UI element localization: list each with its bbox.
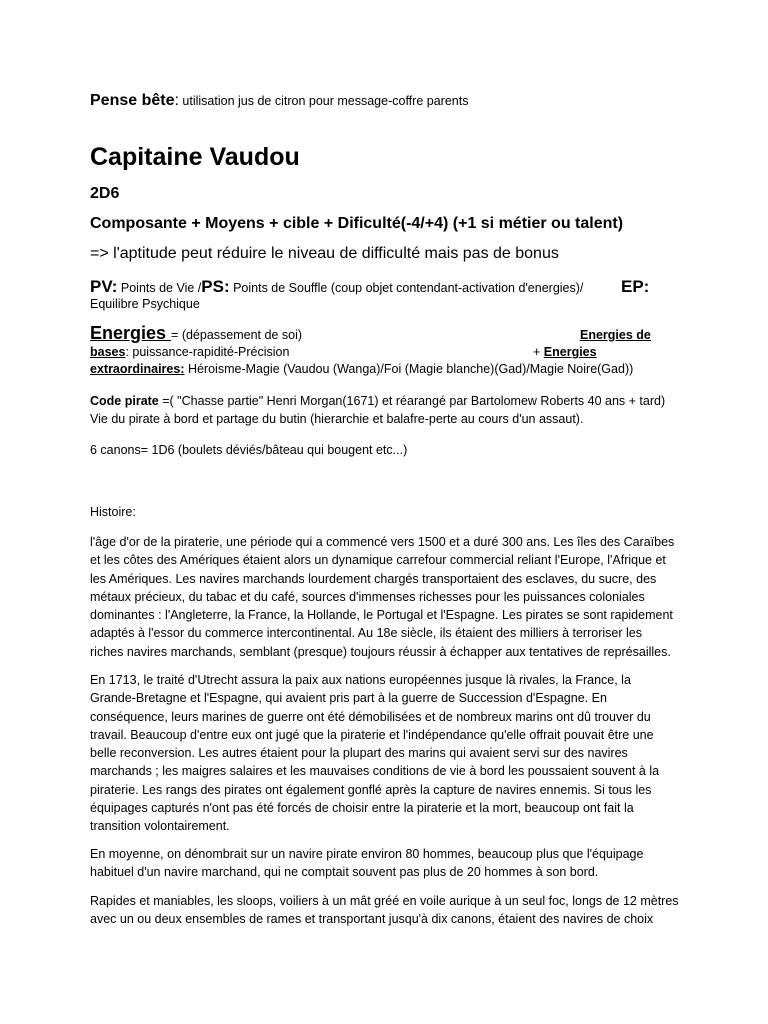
energies-extra-text: Héroisme-Magie (Vaudou (Wanga)/Foi (Magie blanche)(Gad)/Magie Noire(Gad)) [184, 362, 634, 376]
energies-extra-label: extraordinaires: [90, 362, 185, 376]
energies-text: = (dépassement de soi) [171, 328, 303, 342]
document-title: Capitaine Vaudou [90, 143, 300, 171]
paragraph-4 [90, 892, 682, 929]
ep-label: EP: [621, 277, 650, 296]
ep-text: Equilibre Psychique [90, 297, 200, 311]
memo-text: utilisation jus de citron pour message-coffre parents [178, 94, 469, 108]
ps-text: Points de Souffle (coup objet contendant-activation d'energies)/ [229, 281, 584, 295]
ps-label: PS: [201, 277, 230, 296]
paragraph-line: transition volontairement. [90, 819, 230, 834]
memo-line [90, 92, 468, 110]
energies-extra-plus: + [533, 345, 544, 359]
code-label: Code pirate [90, 394, 159, 408]
paragraph-line: belle reconversion. Les autres étaient pour la plupart des marins qui avaient servi sur des navires [90, 746, 628, 761]
paragraph-line: piraterie. Les rangs des pirates ont également gonflé après la capture de navires ennemis. Si tous les [90, 782, 652, 797]
formula-line: Composante + Moyens + cible + Dificulté(-4/+4) (+1 si métier ou talent) [90, 215, 624, 232]
paragraph-line: En 1713, le traité d'Utrecht assura la paix aux nations européennes jusque là rivales, la France, la [90, 673, 631, 687]
energies-extra-heading [533, 345, 597, 359]
energies-base-heading: Energies de [580, 328, 651, 342]
paragraph-3 [90, 845, 682, 882]
paragraph-line: équipages capturés n'ont pas été forcés de choisir entre la piraterie et la mort, beaucoup ont fait la [90, 801, 634, 816]
paragraph-line: et les côtes des Amériques étaient alors un dynamique carrefour commercial reliant l'Europe, l'Afrique et [90, 553, 666, 568]
energies-base-label: bases [90, 345, 126, 359]
paragraph-line: adaptés à l'essor du commerce intercontinental. Au 18e siècle, ils étaient des milliers à terroriser les [90, 626, 642, 641]
paragraph-line: habituel d'un navire marchand, qui ne comptait souvent pas plus de 20 hommes à son bord. [90, 865, 599, 880]
memo-colon: : [174, 92, 179, 109]
memo-label: Pense bête [90, 92, 175, 109]
paragraph-line: l'âge d'or de la piraterie, une période qui a commencé vers 1500 et a duré 300 ans. Les îles des Caraïbes [90, 535, 675, 549]
pv-text: Points de Vie / [117, 281, 202, 295]
paragraph-line: travail. Beaucoup d'entre eux ont jugé que la piraterie et l'indépendance qu'elle offrait pouvait être une [90, 727, 654, 742]
paragraph-1 [90, 533, 682, 661]
code-text-1: =( "Chasse partie" Henri Morgan(1671) et réarangé par Bartolomew Roberts 40 ans + tard) [158, 394, 666, 408]
paragraph-line: métaux précieux, du tabac et du café, sources d'immenses richesses pour les puissances coloniales [90, 589, 645, 604]
stats-line [90, 277, 583, 297]
paragraph-line: marchands ; les maigres salaires et les mauvaises conditions de vie à bord les poussaient souvent à la [90, 764, 660, 779]
code-line-1 [90, 394, 665, 408]
histoire-label: Histoire: [90, 505, 136, 519]
energies-line [90, 323, 302, 344]
paragraph-line: dominantes : l'Angleterre, la France, la Hollande, le Portugal et l'Espagne. Les pirates se sont rapidement [90, 608, 673, 623]
paragraph-line: avec un ou deux ensembles de rames et transportant jusqu'à dix canons, étaient des navires de choix [90, 912, 654, 927]
dice-line: 2D6 [90, 185, 120, 202]
energies-heading: Energies [90, 323, 172, 343]
pv-label: PV: [90, 277, 118, 296]
canons-line: 6 canons= 1D6 (boulets déviés/bâteau qui bougent etc...) [90, 443, 408, 457]
paragraph-line: les Amériques. Les navires marchands lourdement chargés transportaient des esclaves, du sucre, des [90, 571, 657, 586]
energies-base-line [90, 345, 289, 359]
paragraph-line: Rapides et maniables, les sloops, voiliers à un mât gréé en voile aurique à un seul foc, longs de 12 mètres [90, 894, 679, 908]
energies-extra-heading-text: Energies [543, 345, 597, 359]
paragraph-2 [90, 671, 682, 836]
paragraph-line: riches navires marchands, semblant (presque) toujours réussir à échapper aux tentatives de représailles. [90, 644, 671, 659]
energies-extra-line [90, 362, 633, 376]
paragraph-line: Grande-Bretagne et l'Espagne, qui avaient pris part à la guerre de Succession d'Espagne. En [90, 691, 607, 706]
energies-base-text: : puissance-rapidité-Précision [125, 345, 290, 359]
paragraph-line: conséquence, leurs marines de guerre ont été démobilisées et de nombreux marins ont dû trouver du [90, 709, 651, 724]
paragraph-line: En moyenne, on dénombrait sur un navire pirate environ 80 hommes, beaucoup plus que l'équipage [90, 847, 644, 861]
aptitude-line: => l'aptitude peut réduire le niveau de difficulté mais pas de bonus [90, 245, 559, 262]
code-line-2: Vie du pirate à bord et partage du butin (hierarchie et balafre-perte au cours d'un assaut). [90, 412, 584, 426]
